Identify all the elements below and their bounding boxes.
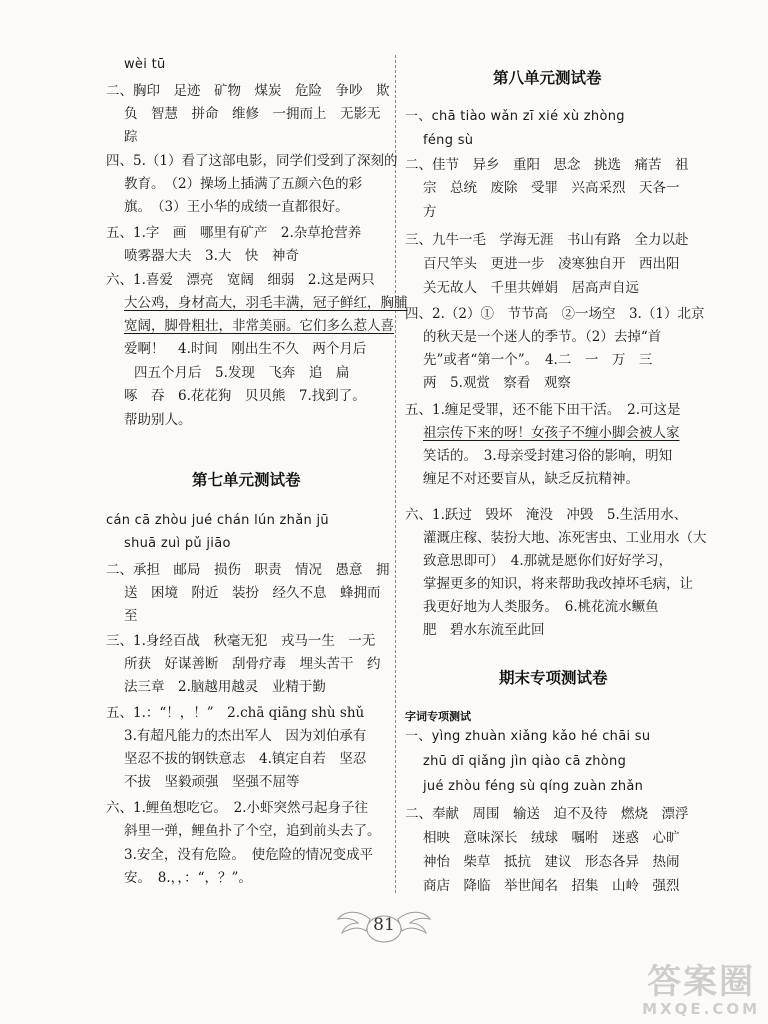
right-answer-line: 的秋天是一个迷人的季节。（2）去掉“首 — [423, 329, 662, 345]
left-answer-line: 安。 8.，，：“，？”。 — [124, 870, 252, 886]
left-answer-line: 至 — [124, 608, 138, 624]
left-answer-line: 爱啊！ 4.时间 刚出生不久 两个月后 — [124, 341, 367, 357]
right-answer-line: zhū dī qiǎng jìn qiào cā zhòng — [423, 754, 627, 769]
left-answer-line: 教育。 （2）操场上插满了五颜六色的彩 — [124, 176, 363, 192]
watermark — [642, 964, 760, 1018]
left-answer-line: shuā zuì pǔ jiāo — [124, 536, 231, 551]
right-answer-line: 一、yìng zhuàn xiǎng kǎo hé chāi su — [405, 729, 651, 744]
left-answer-line: 二、胸印 足迹 矿物 煤炭 危险 争吵 欺 — [106, 83, 390, 99]
right-answer-line: jué zhòu féng sù qíng zuàn zhǎn — [423, 779, 644, 794]
left-answer-line: 四、5.（1）看了这部电影，同学们受到了深刻的 — [106, 153, 398, 169]
right-answer-line: 三、九牛一毛 学海无涯 书山有路 全力以赴 — [405, 232, 689, 248]
right-answer-line: 灌溉庄稼、装扮大地、冻死害虫、工业用水（大 — [423, 530, 707, 546]
left-answer-line: 大公鸡，身材高大，羽毛丰满，冠子鲜红，胸脯 — [124, 295, 408, 311]
left-answer-line: 啄 吞 6.花花狗 贝贝熊 7.找到了。 — [124, 388, 366, 404]
right-answer-line: 四、2.（2）① 节节高 ②一场空 3.（1）北京 — [405, 306, 705, 322]
right-answer-line: 两 5.观赏 察看 观察 — [423, 375, 571, 391]
right-answer-line: 掌握更多的知识，将来帮助我改掉坏毛病，让 — [423, 576, 693, 592]
right-answer-line: 缠足不对还要盲从，缺乏反抗精神。 — [423, 471, 639, 487]
left-answer-line: 法三章 2.脑越用越灵 业精于勤 — [124, 679, 326, 695]
unit7-title: 第七单元测试卷 — [192, 471, 301, 489]
page-number: 81 — [373, 915, 395, 935]
right-answer-line: 二、佳节 异乡 重阳 思念 挑选 痛苦 祖 — [405, 157, 689, 173]
final-test-title: 期末专项测试卷 — [499, 669, 608, 687]
left-answer-line: 五、1.字 画 哪里有矿产 2.杂草抢营养 — [106, 225, 362, 241]
left-answer-line: 喷雾器大夫 3.大 快 神奇 — [124, 248, 299, 264]
right-answer-line: 商店 降临 举世闻名 招集 山岭 强烈 — [423, 878, 680, 894]
left-answer-line: 斜里一弹，鲤鱼扑了个空，追到前头去了。 — [124, 823, 381, 839]
right-answer-line: 一、chā tiào wǎn zī xié xù zhòng — [405, 109, 625, 124]
right-answer-line: 祖宗传下来的呀！女孩子不缠小脚会被人家 — [423, 425, 680, 441]
left-answer-line: 踪 — [124, 129, 138, 145]
left-answer-line: 四五个月后 5.发现 飞奔 追 扁 — [134, 365, 350, 381]
right-answer-line: féng sù — [423, 133, 474, 148]
right-answer-line: 笑话的。 3.母亲受封建习俗的影响，明知 — [423, 448, 673, 464]
left-answer-line: 六、1.喜爱 漂亮 宽阔 细弱 2.这是两只 — [106, 272, 375, 288]
left-answer-line: 所获 好谋善断 刮骨疗毒 埋头苦干 约 — [124, 656, 381, 672]
left-answer-line: 旗。 （3）王小华的成绩一直都很好。 — [124, 199, 349, 215]
right-answer-line: 神怡 柴草 抵抗 建议 形态各异 热闹 — [423, 854, 680, 870]
right-answer-line: 肥 碧水东流至此回 — [423, 622, 545, 638]
left-answer-line: 负 智慧 拼命 维修 一拥而上 无影无 — [124, 106, 381, 122]
left-answer-line: 送 困境 附近 装扮 经久不息 蜂拥而 — [124, 585, 381, 601]
right-answer-line: 百尺竿头 更进一步 凌寒独自开 西出阳 — [423, 256, 680, 272]
unit8-title: 第八单元测试卷 — [493, 69, 602, 87]
left-answer-line: cán cā zhòu jué chán lún zhǎn jū — [106, 513, 329, 528]
column-divider — [395, 55, 396, 893]
left-answer-line: 六、1.鲤鱼想吃它。 2.小虾突然弓起身子往 — [106, 800, 369, 816]
right-answer-line: 致意思即可） 4.那就是愿你们好好学习， — [423, 553, 673, 569]
right-answer-line: 方 — [423, 204, 437, 220]
left-answer-line: 宽阔，脚骨粗壮，非常美丽。它们多么惹人喜 — [124, 318, 394, 334]
left-answer-line: 帮助别人。 — [124, 412, 192, 428]
watermark-url: MXQE.COM — [642, 1000, 760, 1018]
right-answer-line: 二、奉献 周围 输送 迫不及待 燃烧 漂浮 — [405, 806, 689, 822]
left-answer-line: 3.安全，没有危险。 使危险的情况变成平 — [124, 847, 374, 863]
right-answer-line: 关无故人 千里共婵娟 居高声自远 — [423, 280, 639, 296]
left-answer-line: 坚忍不拔的钢铁意志 4.镇定自若 坚忍 — [124, 751, 367, 767]
watermark-logo-text: 答案圈 — [647, 962, 756, 1002]
right-answer-line: 我更好地为人类服务。 6.桃花流水鳜鱼 — [423, 599, 659, 615]
left-answer-line: 3.有超凡能力的杰出军人 因为刘伯承有 — [124, 728, 367, 744]
right-answer-line: 宗 总统 废除 受罪 兴高采烈 天各一 — [423, 180, 680, 196]
vocab-test-subtitle: 字词专项测试 — [405, 710, 471, 723]
right-answer-line: 五、1.缠足受罪，还不能下田干活。 2.可这是 — [405, 402, 681, 418]
right-answer-line: 相映 意味深长 绒球 嘱咐 迷惑 心旷 — [423, 830, 680, 846]
left-answer-line: 三、1.身经百战 秋毫无犯 戎马一生 一无 — [106, 633, 376, 649]
right-answer-line: 六、1.跃过 毁坏 淹没 冲毁 5.生活用水、 — [405, 507, 688, 523]
right-answer-line: 先”或者“第一个”。 4.二 一 万 三 — [423, 352, 653, 368]
left-answer-line: 五、1.：“！，！” 2.chā qiāng shù shǔ — [106, 705, 365, 721]
left-answer-line: 二、承担 邮局 损伤 职责 情况 愚意 拥 — [106, 562, 390, 578]
left-answer-line: wèi tū — [124, 57, 166, 72]
left-answer-line: 不拔 坚毅顽强 坚强不屈等 — [124, 774, 300, 790]
